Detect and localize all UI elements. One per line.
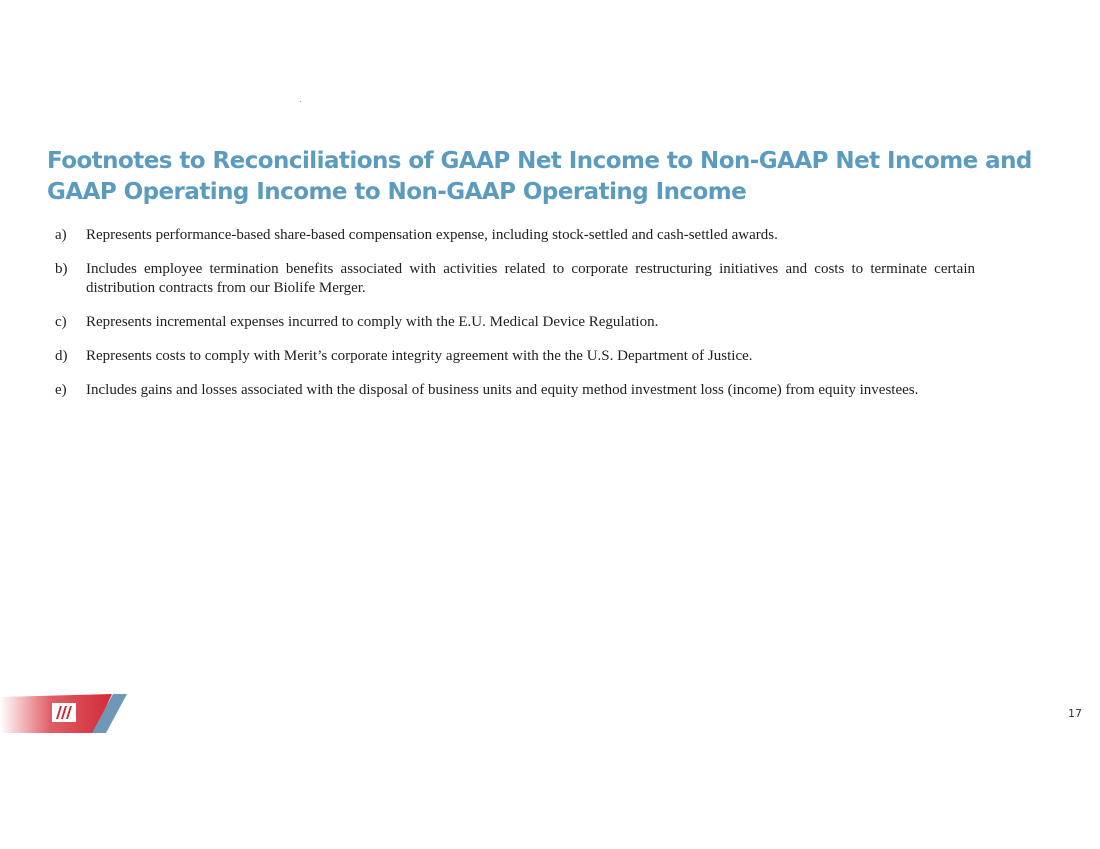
footnote-text: Represents incremental expenses incurred to comply with the E.U. Medical Device Regulation.: [86, 314, 659, 330]
page-title-line-2: GAAP Operating Income to Non-GAAP Operating Income: [47, 179, 747, 205]
footnote-text: Includes employee termination benefits associated with activities related to corporate restructuring initiatives and costs to terminate certain distribution contracts from our Biolife Merger.: [86, 261, 975, 296]
footnote-item: [55, 226, 975, 245]
merit-logo-icon: [0, 693, 130, 735]
footnote-item: [55, 381, 975, 400]
footnote-letter: a): [55, 227, 67, 243]
footnote-item: [55, 313, 975, 332]
footnote-letter: d): [55, 348, 68, 364]
page-title: [47, 146, 1057, 208]
footnote-list: [55, 226, 975, 415]
footnote-item: [55, 347, 975, 366]
footnote-letter: e): [55, 382, 67, 398]
stray-mark: [300, 101, 301, 102]
footnote-text: Represents costs to comply with Merit’s corporate integrity agreement with the the U.S. Department of Justice.: [86, 348, 753, 364]
footnote-text: Includes gains and losses associated with the disposal of business units and equity method investment loss (income) from equity investees.: [86, 382, 919, 398]
footnote-letter: b): [55, 261, 68, 277]
page-title-line-1: Footnotes to Reconciliations of GAAP Net Income to Non-GAAP Net Income and: [47, 148, 1032, 174]
footnote-letter: c): [55, 314, 67, 330]
footnote-text: Represents performance-based share-based compensation expense, including stock-settled and cash-settled awards.: [86, 227, 778, 243]
page-number: 17: [1068, 707, 1082, 720]
footnote-item: [55, 260, 975, 298]
